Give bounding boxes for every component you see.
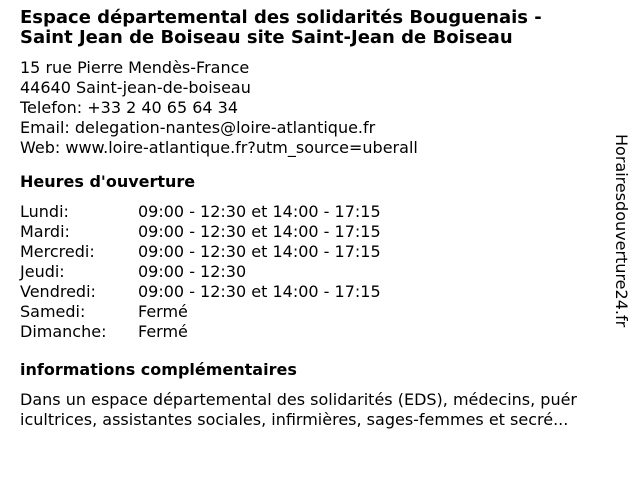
- place-detail: [20, 8, 620, 430]
- info-heading: informations complémentaires: [20, 360, 297, 379]
- email-address[interactable]: Email: delegation-nantes@loire-atlantique.fr: [20, 118, 376, 137]
- hours-row-lundi: [20, 202, 620, 222]
- page-title: [20, 8, 620, 48]
- hours-heading: Heures d'ouverture: [20, 172, 196, 191]
- day-hours: 09:00 - 12:30 et 14:00 - 17:15: [138, 222, 381, 241]
- site-watermark: Horairesdouverture24.fr: [612, 134, 631, 328]
- day-label: Samedi:: [20, 302, 86, 321]
- contact-block: [20, 58, 620, 158]
- hours-row-samedi: [20, 302, 620, 322]
- hours-row-jeudi: [20, 262, 620, 282]
- day-hours: Fermé: [138, 302, 188, 321]
- phone-number[interactable]: Telefon: +33 2 40 65 64 34: [20, 98, 239, 117]
- day-label: Lundi:: [20, 202, 69, 221]
- day-hours: Fermé: [138, 322, 188, 341]
- city-address: 44640 Saint-jean-de-boiseau: [20, 78, 251, 97]
- day-hours: 09:00 - 12:30: [138, 262, 247, 281]
- day-hours: 09:00 - 12:30 et 14:00 - 17:15: [138, 282, 381, 301]
- hours-row-dimanche: [20, 322, 620, 342]
- info-line-1: Dans un espace départemental des solidarités (EDS), médecins, puér: [20, 390, 577, 409]
- day-label: Vendredi:: [20, 282, 96, 301]
- day-label: Jeudi:: [20, 262, 65, 281]
- page-title-line-1: Espace départemental des solidarités Bouguenais -: [20, 7, 542, 28]
- hours-table: [20, 202, 620, 342]
- info-description: [20, 390, 622, 430]
- day-label: Dimanche:: [20, 322, 107, 341]
- info-line-2: icultrices, assistantes sociales, infirmières, sages-femmes et secré...: [20, 410, 569, 429]
- day-hours: 09:00 - 12:30 et 14:00 - 17:15: [138, 242, 381, 261]
- street-address: 15 rue Pierre Mendès-France: [20, 58, 250, 77]
- hours-row-mercredi: [20, 242, 620, 262]
- website-link[interactable]: Web: www.loire-atlantique.fr?utm_source=uberall: [20, 138, 418, 157]
- hours-row-mardi: [20, 222, 620, 242]
- hours-row-vendredi: [20, 282, 620, 302]
- day-label: Mardi:: [20, 222, 70, 241]
- day-label: Mercredi:: [20, 242, 95, 261]
- day-hours: 09:00 - 12:30 et 14:00 - 17:15: [138, 202, 381, 221]
- page-title-line-2: Saint Jean de Boiseau site Saint-Jean de Boiseau: [20, 27, 513, 48]
